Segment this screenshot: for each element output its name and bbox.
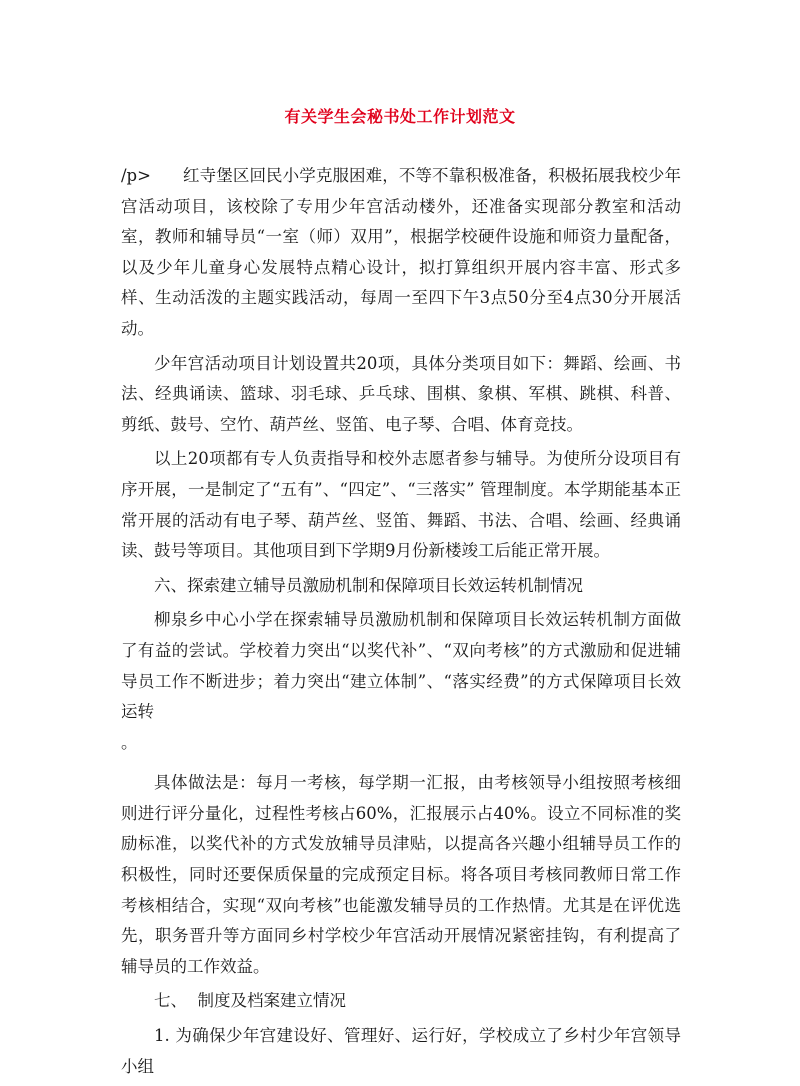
paragraph-incentive: 柳泉乡中心小学在探索辅导员激励机制和保障项目长效运转机制方面做了有益的尝试。学校着力突出“以奖代补”、“双向考核”的方式激励和促进辅导员工作不断进步；着力突出“建立体制”、“落实经费”的方式保障项目长效运转 — [121, 610, 681, 722]
paragraph-period: 。 — [121, 732, 138, 752]
paragraph-item-one: 1. 为确保少年宫建设好、管理好、运行好，学校成立了乡村少年宫领导小组 — [121, 1026, 681, 1076]
section-heading-seven: 七、 制度及档案建立情况 — [154, 991, 346, 1011]
section-heading-six: 六、探索建立辅导员激励机制和保障项目长效运转机制情况 — [154, 575, 583, 595]
paragraph-project-list: 少年宫活动项目计划设置共20项，具体分类项目如下：舞蹈、绘画、书法、经典诵读、篮球、羽毛球、乒乓球、围棋、象棋、军棋、跳棋、科普、剪纸、鼓号、空竹、葫芦丝、竖笛、电子琴、合唱、体育竞技。 — [121, 353, 681, 434]
paragraph-method: 具体做法是：每月一考核，每学期一汇报，由考核领导小组按照考核细则进行评分量化，过程性考核占60%，汇报展示占40%。设立不同标准的奖励标准，以奖代补的方式发放辅导员津贴，以提高各兴趣小组辅导员工作的积极性，同时还要保质保量的完成预定目标。将各项目考核同教师日常工作考核相结合，实现“双向考核”也能激发辅导员的工作热情。尤其是在评优选先，职务晋升等方面同乡村学校少年宫活动开展情况紧密挂钩，有利提高了辅导员的工作效益。 — [121, 773, 681, 976]
document-body — [121, 161, 681, 1086]
paragraph-management: 以上20项都有专人负责指导和校外志愿者参与辅导。为使所分设项目有序开展，一是制定了“五有”、“四定”、“三落实” 管理制度。本学期能基本正常开展的活动有电子琴、葫芦丝、竖笛、舞蹈、书法、合唱、绘画、经典诵读、鼓号等项目。其他项目到下学期9月份新楼竣工后能正常开展。 — [121, 449, 681, 561]
document-title: 有关学生会秘书处工作计划范文 — [284, 107, 516, 126]
paragraph-intro: /p> 红寺堡区回民小学克服困难，不等不靠积极准备，积极拓展我校少年宫活动项目，该校除了专用少年宫活动楼外，还准备实现部分教室和活动室，教师和辅导员“一室（师）双用”，根据学校硬件设施和师资力量配备，以及少年儿童身心发展特点精心设计，拟打算组织开展内容丰富、形式多样、生动活泼的主题实践活动，每周一至四下午3点50分至4点30分开展活动。 — [121, 166, 681, 338]
